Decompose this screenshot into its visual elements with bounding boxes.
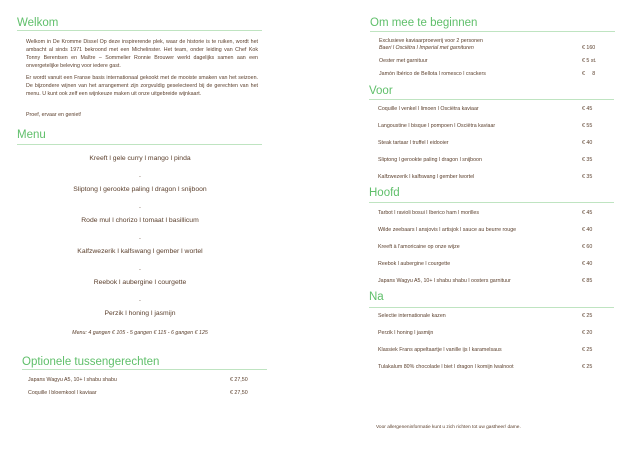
menu-item-price: € 5 st. xyxy=(582,58,597,64)
divider xyxy=(17,30,262,31)
course-item: Rode mul l chorizo l tomaat l basillicum xyxy=(81,217,199,224)
divider xyxy=(17,144,262,145)
voor-heading: Voor xyxy=(369,85,393,97)
menu-item: Kalfzwezerik l kalfswang l gember lwortel xyxy=(378,174,475,180)
course-separator: - xyxy=(139,298,141,304)
menu-item-price: € 45 xyxy=(582,106,593,112)
divider xyxy=(369,307,614,308)
menu-item-price: € 25 xyxy=(582,347,593,353)
divider xyxy=(369,99,614,100)
menu-item-price: € 160 xyxy=(582,45,596,51)
optional-item-price: € 27,50 xyxy=(230,377,248,383)
menu-item: Tarbot l ravioli bosui l Iberico ham l morilles xyxy=(378,210,479,216)
menu-item-price: € 40 xyxy=(582,261,593,267)
menu-item: Coquille l venkel l limoen l Osciëtra kaviaar xyxy=(378,106,479,112)
menu-item: Langoustine l bisque l pompoen l Osciëtra kaviaar xyxy=(378,123,496,129)
menu-item-price: € 40 xyxy=(582,227,593,233)
menu-item-price: € 45 xyxy=(582,210,593,216)
menu-item: Kreeft à l'amoricaine op onze wijze xyxy=(378,244,460,250)
menu-item-price: € 25 xyxy=(582,313,593,319)
divider xyxy=(370,31,615,32)
course-separator: - xyxy=(139,267,141,273)
course-separator: - xyxy=(139,236,141,242)
menu-heading: Menu xyxy=(17,129,46,141)
na-heading: Na xyxy=(369,291,384,303)
menu-prices: Menu: 4 gangen € 105 - 5 gangen € 115 - 6 gangen € 125 xyxy=(72,330,208,336)
optional-heading: Optionele tussengerechten xyxy=(22,356,160,368)
menu-item-sub: Baeri l Osciëtra l Imperial met garnituren xyxy=(379,45,474,51)
menu-item: Steak tartaar l truffel l eidooier xyxy=(378,140,449,146)
course-separator: - xyxy=(139,205,141,211)
course-separator: - xyxy=(139,174,141,180)
intro-paragraph: Welkom in De Kromme Dissel Op deze inspirerende plek, waar de historie is te ruiken, wordt het ambacht al sinds 1971 bekroond met een Michelinster. Het team, onder leiding van Chef Kok Tonny Berentsen en Maître – Sommelier Ronnie Brouwer werkt dagelijks samen aan een onvergetelijke beleving voor iedere gast. xyxy=(26,39,258,69)
course-item: Kalfzwezerik l kalfswang l gember l wortel xyxy=(77,248,203,255)
menu-item: Reebok l aubergine l courgette xyxy=(378,261,451,267)
menu-item: Perzik l honing l jasmijn xyxy=(378,330,434,336)
intro-paragraph: Er wordt vanuit een Franse basis internationaal gekookt met de mooiste smaken van het seizoen. De bijzondere wijnen van het arrangement zijn zorgvuldig geselecteerd bij de gerechten van het menu. U kunt ook zelf een wijnkeuze maken uit onze uitgebreide wijnkaart. xyxy=(26,75,258,97)
divider xyxy=(22,369,267,370)
menu-item: Japans Wagyu A5, 10+ l shabu shabu l oosters garnituur xyxy=(378,278,511,284)
course-item: Reebok l aubergine l courgette xyxy=(93,279,187,286)
divider xyxy=(369,202,614,203)
menu-item-price: € 35 xyxy=(582,157,593,163)
menu-item: Oester met garnituur xyxy=(379,58,428,64)
menu-item: Tulakalum 80% chocolade l biet l dragon l komijn lwalnoot xyxy=(378,364,514,370)
menu-item: Klassiek Frans appeltaartje l vanille ijs l karamelsaus xyxy=(378,347,502,353)
menu-item: Wilde zeebaars l ansjovis l artisjok l sauce au beurre rouge xyxy=(378,227,517,233)
menu-item: Sliptong l gerookte paling l dragon l snijboon xyxy=(378,157,482,163)
menu-item-price: € 85 xyxy=(582,278,593,284)
menu-item-price: € 60 xyxy=(582,244,593,250)
menu-item-price: € 35 xyxy=(582,174,593,180)
allergen-footer: Voor allergeneninformatie kunt u zich richten tot uw gastheer/ dame. xyxy=(376,425,521,430)
menu-item: Exclusieve kaviaarproeverij voor 2 personen xyxy=(379,38,483,44)
optional-item-price: € 27,50 xyxy=(230,390,248,396)
menu-item-price: € 40 xyxy=(582,140,593,146)
menu-item-price: € 8 xyxy=(582,71,596,77)
start-heading: Om mee te beginnen xyxy=(370,17,478,29)
menu-item-price: € 20 xyxy=(582,330,593,336)
hoofd-heading: Hoofd xyxy=(369,187,400,199)
intro-paragraph: Proef, ervaar en geniet! xyxy=(26,112,82,118)
menu-item: Jamón Ibérico de Bellota l romesco l crackers xyxy=(379,71,486,77)
optional-item: Coquille l bloemkool l kaviaar xyxy=(28,390,97,396)
menu-item: Selectie internationale kazen xyxy=(378,313,446,319)
menu-item-price: € 55 xyxy=(582,123,593,129)
menu-item-price: € 25 xyxy=(582,364,593,370)
course-item: Perzik l honing l jasmijn xyxy=(104,310,176,317)
course-item: Kreeft l gele curry l mango l pinda xyxy=(89,155,191,162)
optional-item: Japans Wagyu A5, 10+ l shabu shabu xyxy=(28,377,117,383)
course-item: Sliptong l gerookte paling l dragon l snijboon xyxy=(73,186,207,193)
welkom-heading: Welkom xyxy=(17,17,59,29)
